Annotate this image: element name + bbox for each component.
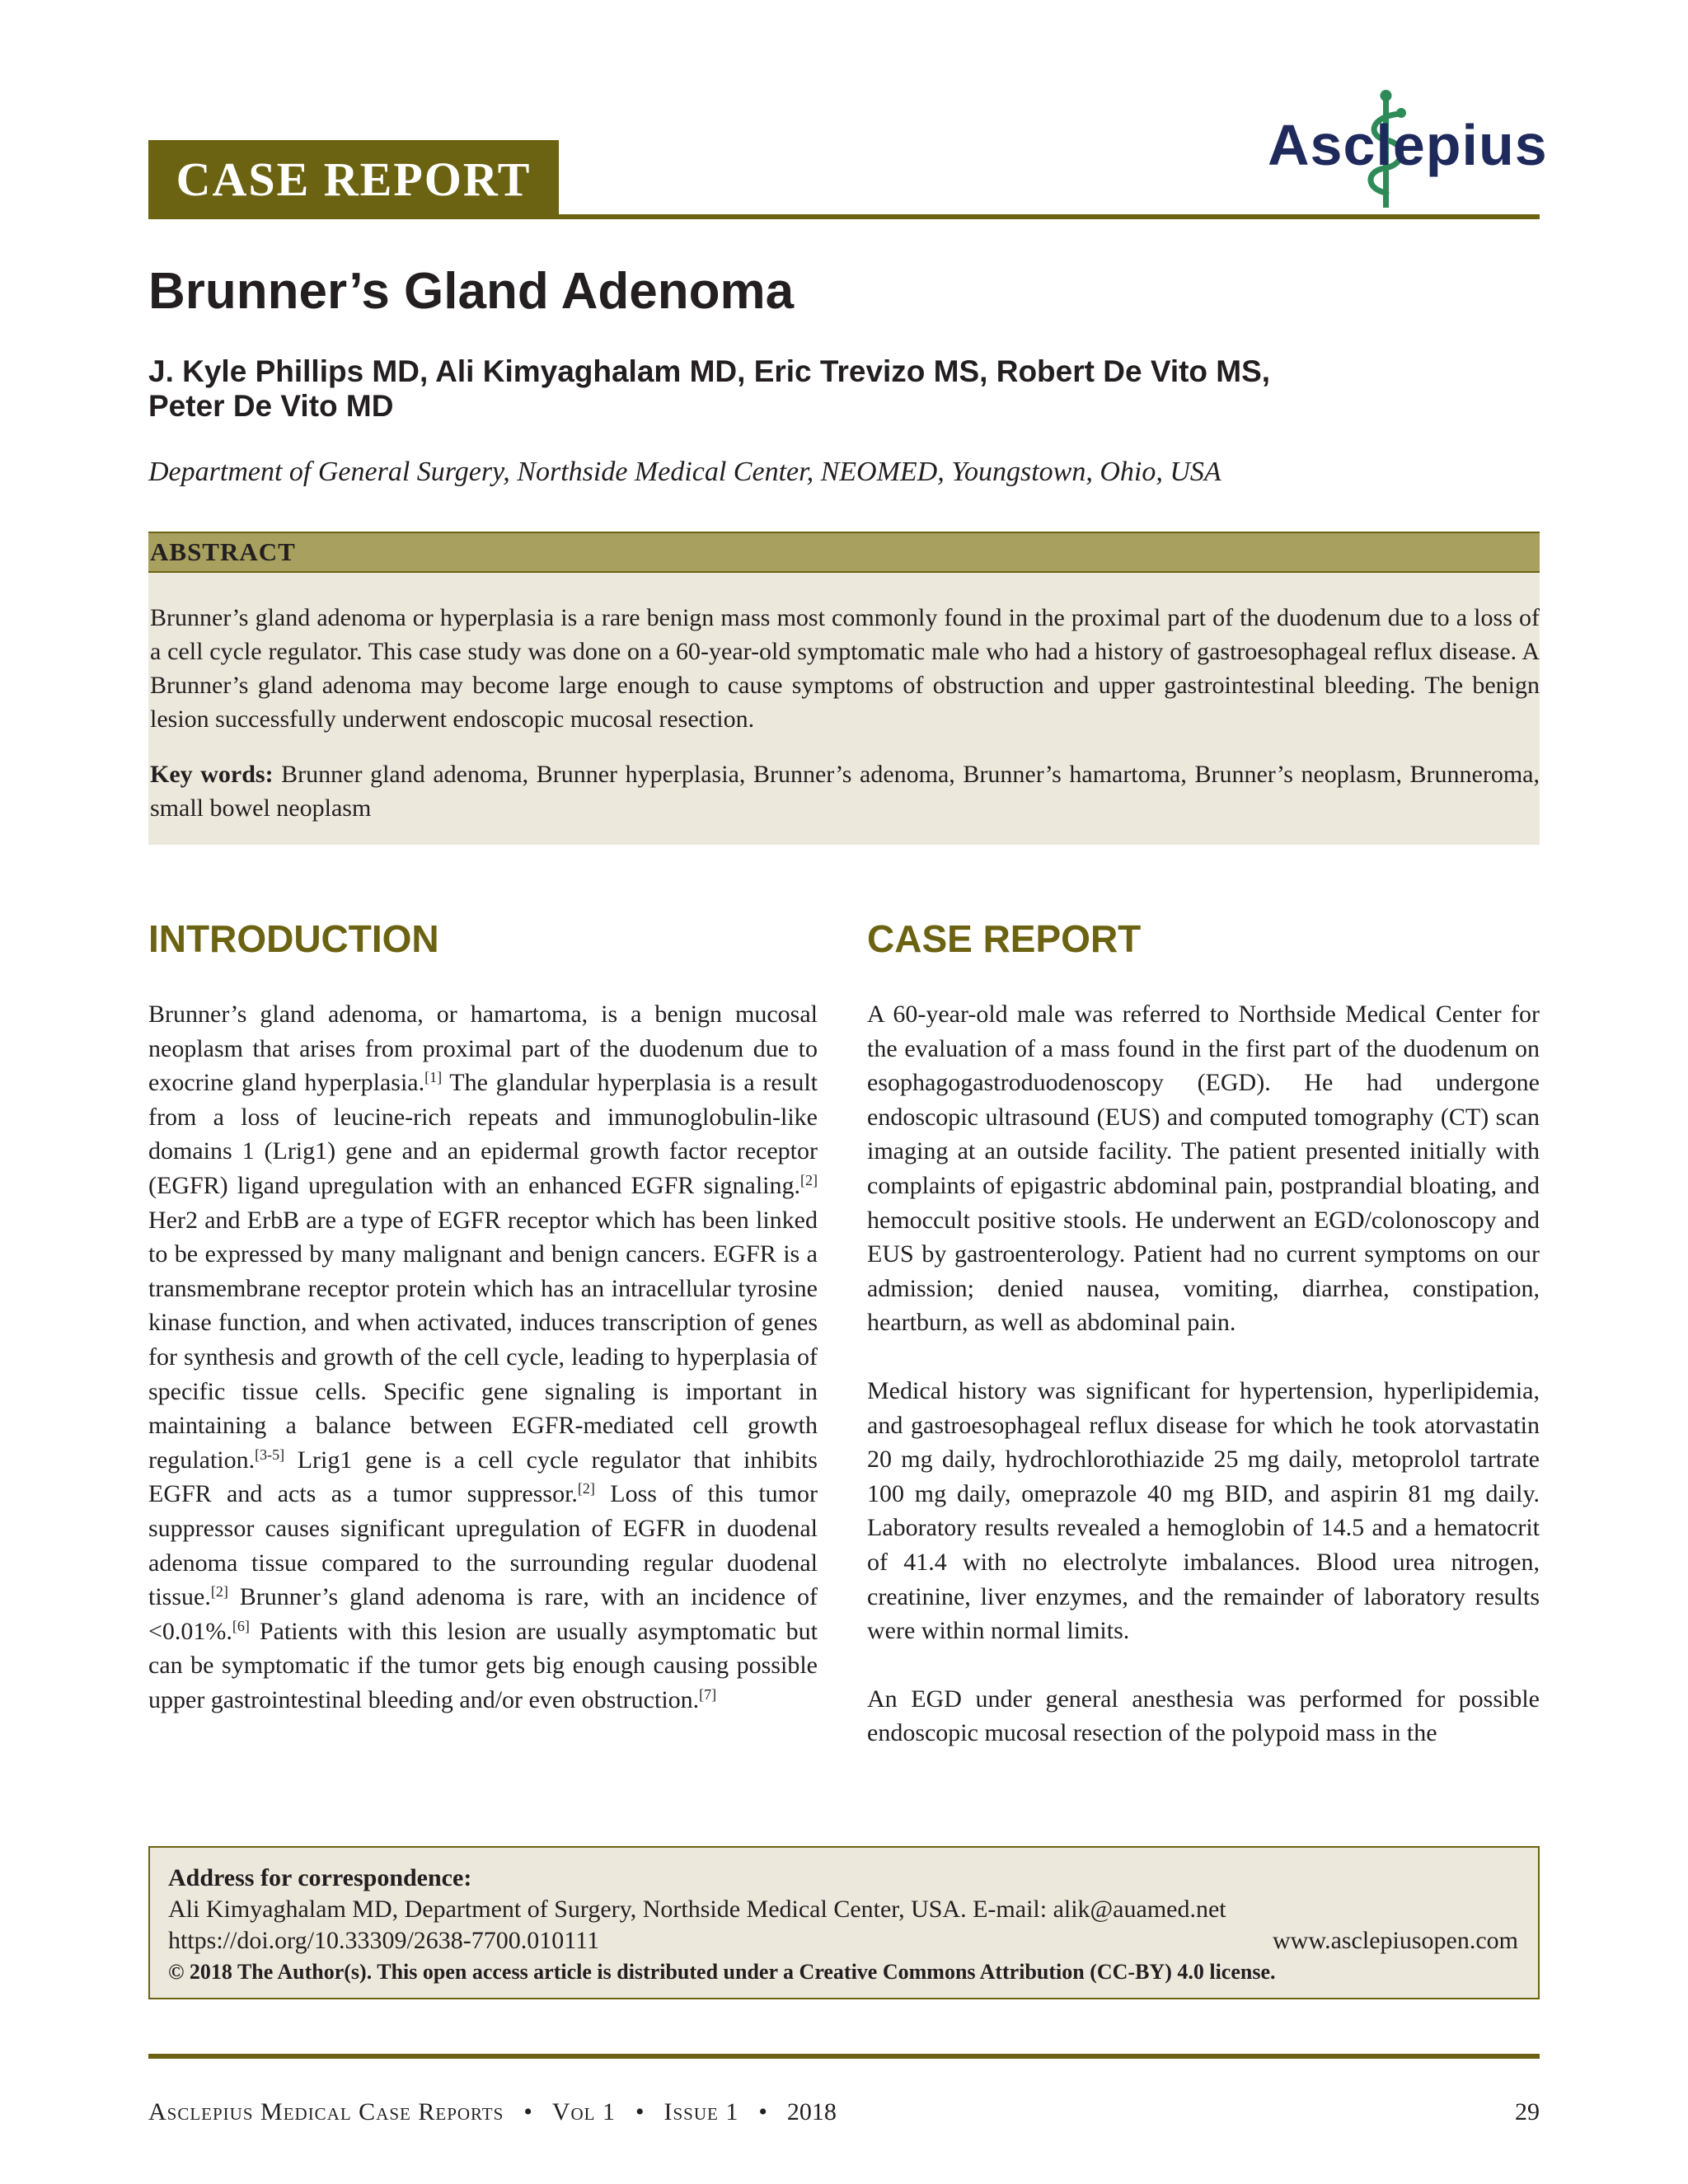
separator: •: [635, 2098, 645, 2125]
abstract-panel: [148, 573, 1540, 845]
year: 2018: [786, 2098, 837, 2125]
intro-sentence: Her2 and ErbB are a type of EGFR receptor which has been linked to be expressed by many malignant and benign cancers. EGFR is a transmembrane receptor protein which has an intracellular tyrosine kinase function, and when activated, induces transcription of genes for synthesis and growth of the cell cycle, leading to hyperplasia of specific tissue cells. Specific gene signaling is important in maintaining a balance between EGFR-mediated cell growth regulation.: [148, 1206, 818, 1474]
case-paragraph-1: A 60-year-old male was referred to Northside Medical Center for the evaluation of a mass found in the first part of the duodenum on esophagogastroduodenoscopy (EGD). He had undergone endoscopic ultrasound (EUS) and computed tomography (CT) scan imaging at an outside facility. The patient presented initially with complaints of epigastric abdominal pain, postprandial bloating, and hemoccult positive stools. He underwent an EGD/colonoscopy and EUS by gastroenterology. Patient had no current symptoms on our admission; denied nausea, vomiting, diarrhea, constipation, heartburn, as well as abdominal pain.: [867, 1001, 1540, 1337]
correspondence-address: Ali Kimyaghalam MD, Department of Surgery, Northside Medical Center, USA. E-mail: alik@auamed.net: [168, 1896, 1226, 1923]
website-link[interactable]: www.asclepiusopen.com: [1273, 1927, 1518, 1954]
correspondence-label: Address for correspondence:: [168, 1864, 472, 1891]
intro-sentence: The glandular hyperplasia is a result from a loss of leucine-rich repeats and immunoglobulin-like domains 1 (Lrig1) gene and an epidermal growth factor receptor (EGFR) ligand upregulation with an enhanced EGFR signaling.: [148, 1069, 818, 1199]
doi-link[interactable]: https://doi.org/10.33309/2638-7700.010111: [168, 1927, 600, 1954]
article-title: Brunner’s Gland Adenoma: [148, 263, 795, 320]
journal-info: [148, 2098, 837, 2126]
logo-wordmark: Asclepius: [1268, 113, 1548, 177]
page-number: 29: [1515, 2098, 1540, 2125]
keywords-text: Brunner gland adenoma, Brunner hyperplasia, Brunner’s adenoma, Brunner’s hamartoma, Brunner’s neoplasm, Brunneroma, small bowel neoplasm: [150, 761, 1540, 822]
keywords: [150, 757, 1540, 825]
intro-sentence: Brunner’s gland adenoma is rare, with an incidence of <0.01%.: [148, 1583, 818, 1645]
citation: [6]: [232, 1617, 250, 1634]
journal-name: Asclepius Medical Case Reports: [148, 2098, 504, 2125]
affiliation: Department of General Surgery, Northside Medical Center, NEOMED, Youngstown, Ohio, USA: [148, 457, 1221, 487]
correspondence-box: [148, 1846, 1540, 1999]
intro-sentence: Patients with this lesion are usually asymptomatic but can be symptomatic if the tumor gets big enough causing possible upper gastrointestinal bleeding and/or even obstruction.: [148, 1617, 818, 1713]
keywords-label: Key words:: [150, 761, 274, 788]
case-report-text: [867, 997, 1540, 1750]
author-list: [148, 354, 1467, 424]
introduction-paragraph: [148, 997, 818, 1717]
case-paragraph-2: Medical history was significant for hypertension, hyperlipidemia, and gastroesophageal reflux disease for which he took atorvastatin 20 mg daily, hydrochlorothiazide 25 mg daily, metoprolol tartrate 100 mg daily, omeprazole 40 mg BID, and aspirin 81 mg daily. Laboratory results revealed a hemoglobin of 14.5 and a hematocrit of 41.4 with no electrolyte imbalances. Blood urea nitrogen, creatinine, liver enzymes, and the remainder of laboratory results were within normal limits.: [867, 1376, 1540, 1645]
footer-rule: [148, 2054, 1540, 2059]
case-report-banner: CASE REPORT: [148, 140, 559, 218]
intro-sentence: Brunner’s gland adenoma, or hamartoma, is a benign mucosal neoplasm that arises from proximal part of the duodenum due to exocrine gland hyperplasia.: [148, 1001, 818, 1097]
citation: [3-5]: [255, 1446, 285, 1463]
page-footer: [148, 2098, 1540, 2126]
citation: [2]: [577, 1480, 595, 1497]
introduction-heading: INTRODUCTION: [148, 917, 439, 960]
citation: [2]: [800, 1171, 818, 1188]
case-report-heading: CASE REPORT: [867, 917, 1142, 960]
license-statement: © 2018 The Author(s). This open access article is distributed under a Creative Commons Attribution (CC-BY) 4.0 license.: [168, 1960, 1276, 1984]
citation: [1]: [424, 1069, 443, 1086]
separator: •: [523, 2098, 532, 2125]
volume: Vol 1: [551, 2098, 616, 2125]
citation: [7]: [699, 1685, 717, 1703]
abstract-heading: ABSTRACT: [148, 532, 1540, 573]
intro-sentence: Loss of this tumor suppressor causes significant upregulation of EGFR in duodenal adenoma tissue compared to the surrounding regular duodenal tissue.: [148, 1480, 818, 1611]
authors-line-1: J. Kyle Phillips MD, Ali Kimyaghalam MD, Eric Trevizo MS, Robert De Vito MS,: [148, 354, 1271, 388]
authors-line-2: Peter De Vito MD: [148, 389, 394, 423]
introduction-text: [148, 997, 818, 1717]
doi-row: [168, 1925, 1518, 1957]
citation: [2]: [210, 1583, 228, 1601]
separator: •: [758, 2098, 767, 2125]
intro-sentence: Lrig1 gene is a cell cycle regulator that inhibits EGFR and acts as a tumor suppressor.: [148, 1446, 818, 1508]
header-rule: [148, 214, 1540, 219]
abstract-text: Brunner’s gland adenoma or hyperplasia is a rare benign mass most commonly found in the proximal part of the duodenum due to a loss of a cell cycle regulator. This case study was done on a 60-year-old symptomatic male who had a history of gastroesophageal reflux disease. A Brunner’s gland adenoma may become large enough to cause symptoms of obstruction and upper gastrointestinal bleeding. The benign lesion successfully underwent endoscopic mucosal resection.: [150, 604, 1540, 733]
case-paragraph-3: An EGD under general anesthesia was performed for possible endoscopic mucosal resection of the polypoid mass in the: [867, 1685, 1540, 1747]
issue: Issue 1: [663, 2098, 739, 2125]
